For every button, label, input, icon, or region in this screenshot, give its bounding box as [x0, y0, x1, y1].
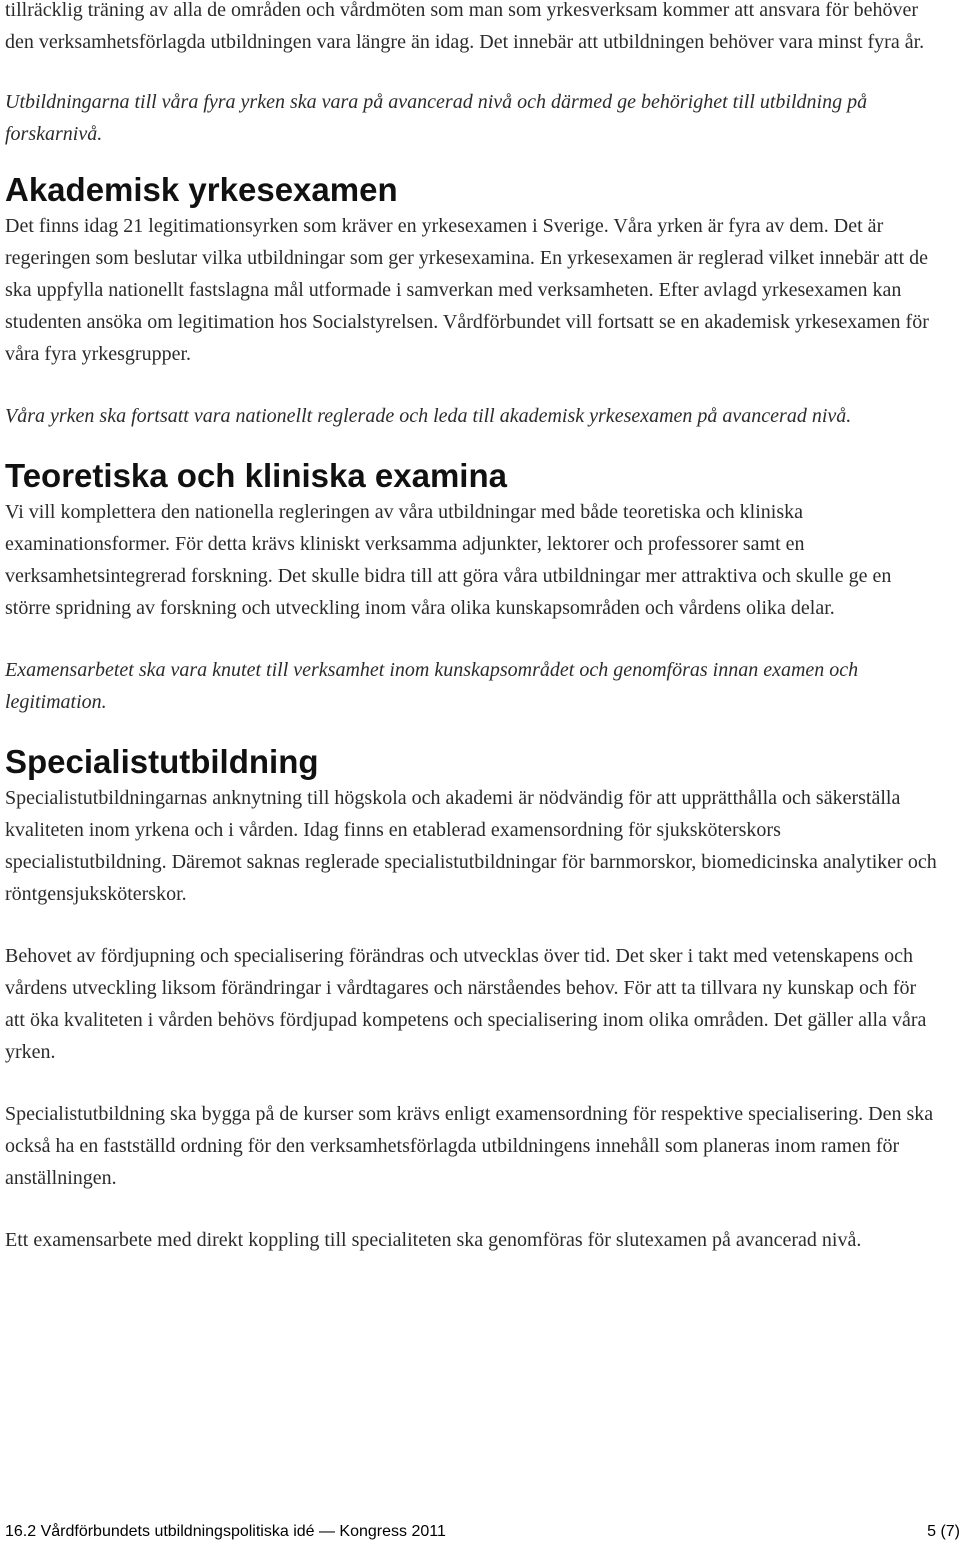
- specialist-paragraph-2: Behovet av fördjupning och specialisering förändras och utvecklas över tid. Det sker i takt med vetenskapens och vårdens utveckling liksom förändringar i vårdtagares och närståendes behov. För att ta tillvara ny kunskap och för att öka kvaliteten i vården behövs fördjupad kompetens och specialisering inom olika områden. Det gäller alla våra yrken.: [5, 945, 927, 1063]
- heading-akademisk-yrkesexamen: Akademisk yrkesexamen: [5, 171, 398, 208]
- footer-page-number: 5 (7): [927, 1523, 960, 1540]
- akademisk-paragraph: Det finns idag 21 legitimationsyrken som kräver en yrkesexamen i Sverige. Våra yrken är fyra av dem. Det är regeringen som beslutar vilka utbildningar som ger yrkesexamina. En yrkesexamen är reglerad vilket innebär att de ska uppfylla nationellt fastslagna mål utformade i samverkan med verksamheten. Efter avlagd yrkesexamen kan studenten ansöka om legitimation hos Socialstyrelsen. Vårdförbundet vill fortsatt se en akademisk yrkesexamen för våra fyra yrkesgrupper.: [5, 215, 929, 365]
- page-footer: [5, 1522, 960, 1542]
- teoretiska-statement: Examensarbetet ska vara knutet till verksamhet inom kunskapsområdet och genomföras innan examen och legitimation.: [5, 659, 859, 713]
- footer-document-title: 16.2 Vårdförbundets utbildningspolitiska idé — Kongress 2011: [5, 1523, 446, 1540]
- heading-specialistutbildning: Specialistutbildning: [5, 743, 319, 780]
- heading-teoretiska-kliniska: Teoretiska och kliniska examina: [5, 457, 507, 494]
- intro-paragraph: tillräcklig träning av alla de områden och vårdmöten som man som yrkesverksam kommer att ansvara för behöver den verksamhetsförlagda utbildningen vara längre än idag. Det innebär att utbildningen behöver vara minst fyra år.: [5, 0, 925, 53]
- intro-statement: Utbildningarna till våra fyra yrken ska vara på avancerad nivå och därmed ge behörighet till utbildning på forskarnivå.: [5, 91, 868, 145]
- specialist-paragraph-3: Specialistutbildning ska bygga på de kurser som krävs enligt examensordning för respektive specialisering. Den ska också ha en fastställd ordning för den verksamhetsförlagda utbildningens innehåll som planeras inom ramen för anställningen.: [5, 1103, 934, 1189]
- document-page: [5, 0, 940, 1256]
- specialist-paragraph-4: Ett examensarbete med direkt koppling till specialiteten ska genomföras för slutexamen på avancerad nivå.: [5, 1229, 862, 1251]
- akademisk-statement: Våra yrken ska fortsatt vara nationellt reglerade och leda till akademisk yrkesexamen på avancerad nivå.: [5, 405, 852, 427]
- teoretiska-paragraph: Vi vill komplettera den nationella regleringen av våra utbildningar med både teoretiska och kliniska examinationsformer. För detta krävs kliniskt verksamma adjunkter, lektorer och professorer samt en verksamhetsintegrerad forskning. Det skulle bidra till att göra våra utbildningar mer attraktiva och skulle ge en större spridning av forskning och utveckling inom våra olika kunskapsområden och vårdens olika delar.: [5, 501, 892, 619]
- specialist-paragraph-1: Specialistutbildningarnas anknytning till högskola och akademi är nödvändig för att upprätthålla och säkerställa kvaliteten inom yrkena och i vården. Idag finns en etablerad examensordning för sjuksköterskors specialistutbildning. Däremot saknas reglerade specialistutbildningar för barnmorskor, biomedicinska analytiker och röntgensjuksköterskor.: [5, 787, 937, 905]
